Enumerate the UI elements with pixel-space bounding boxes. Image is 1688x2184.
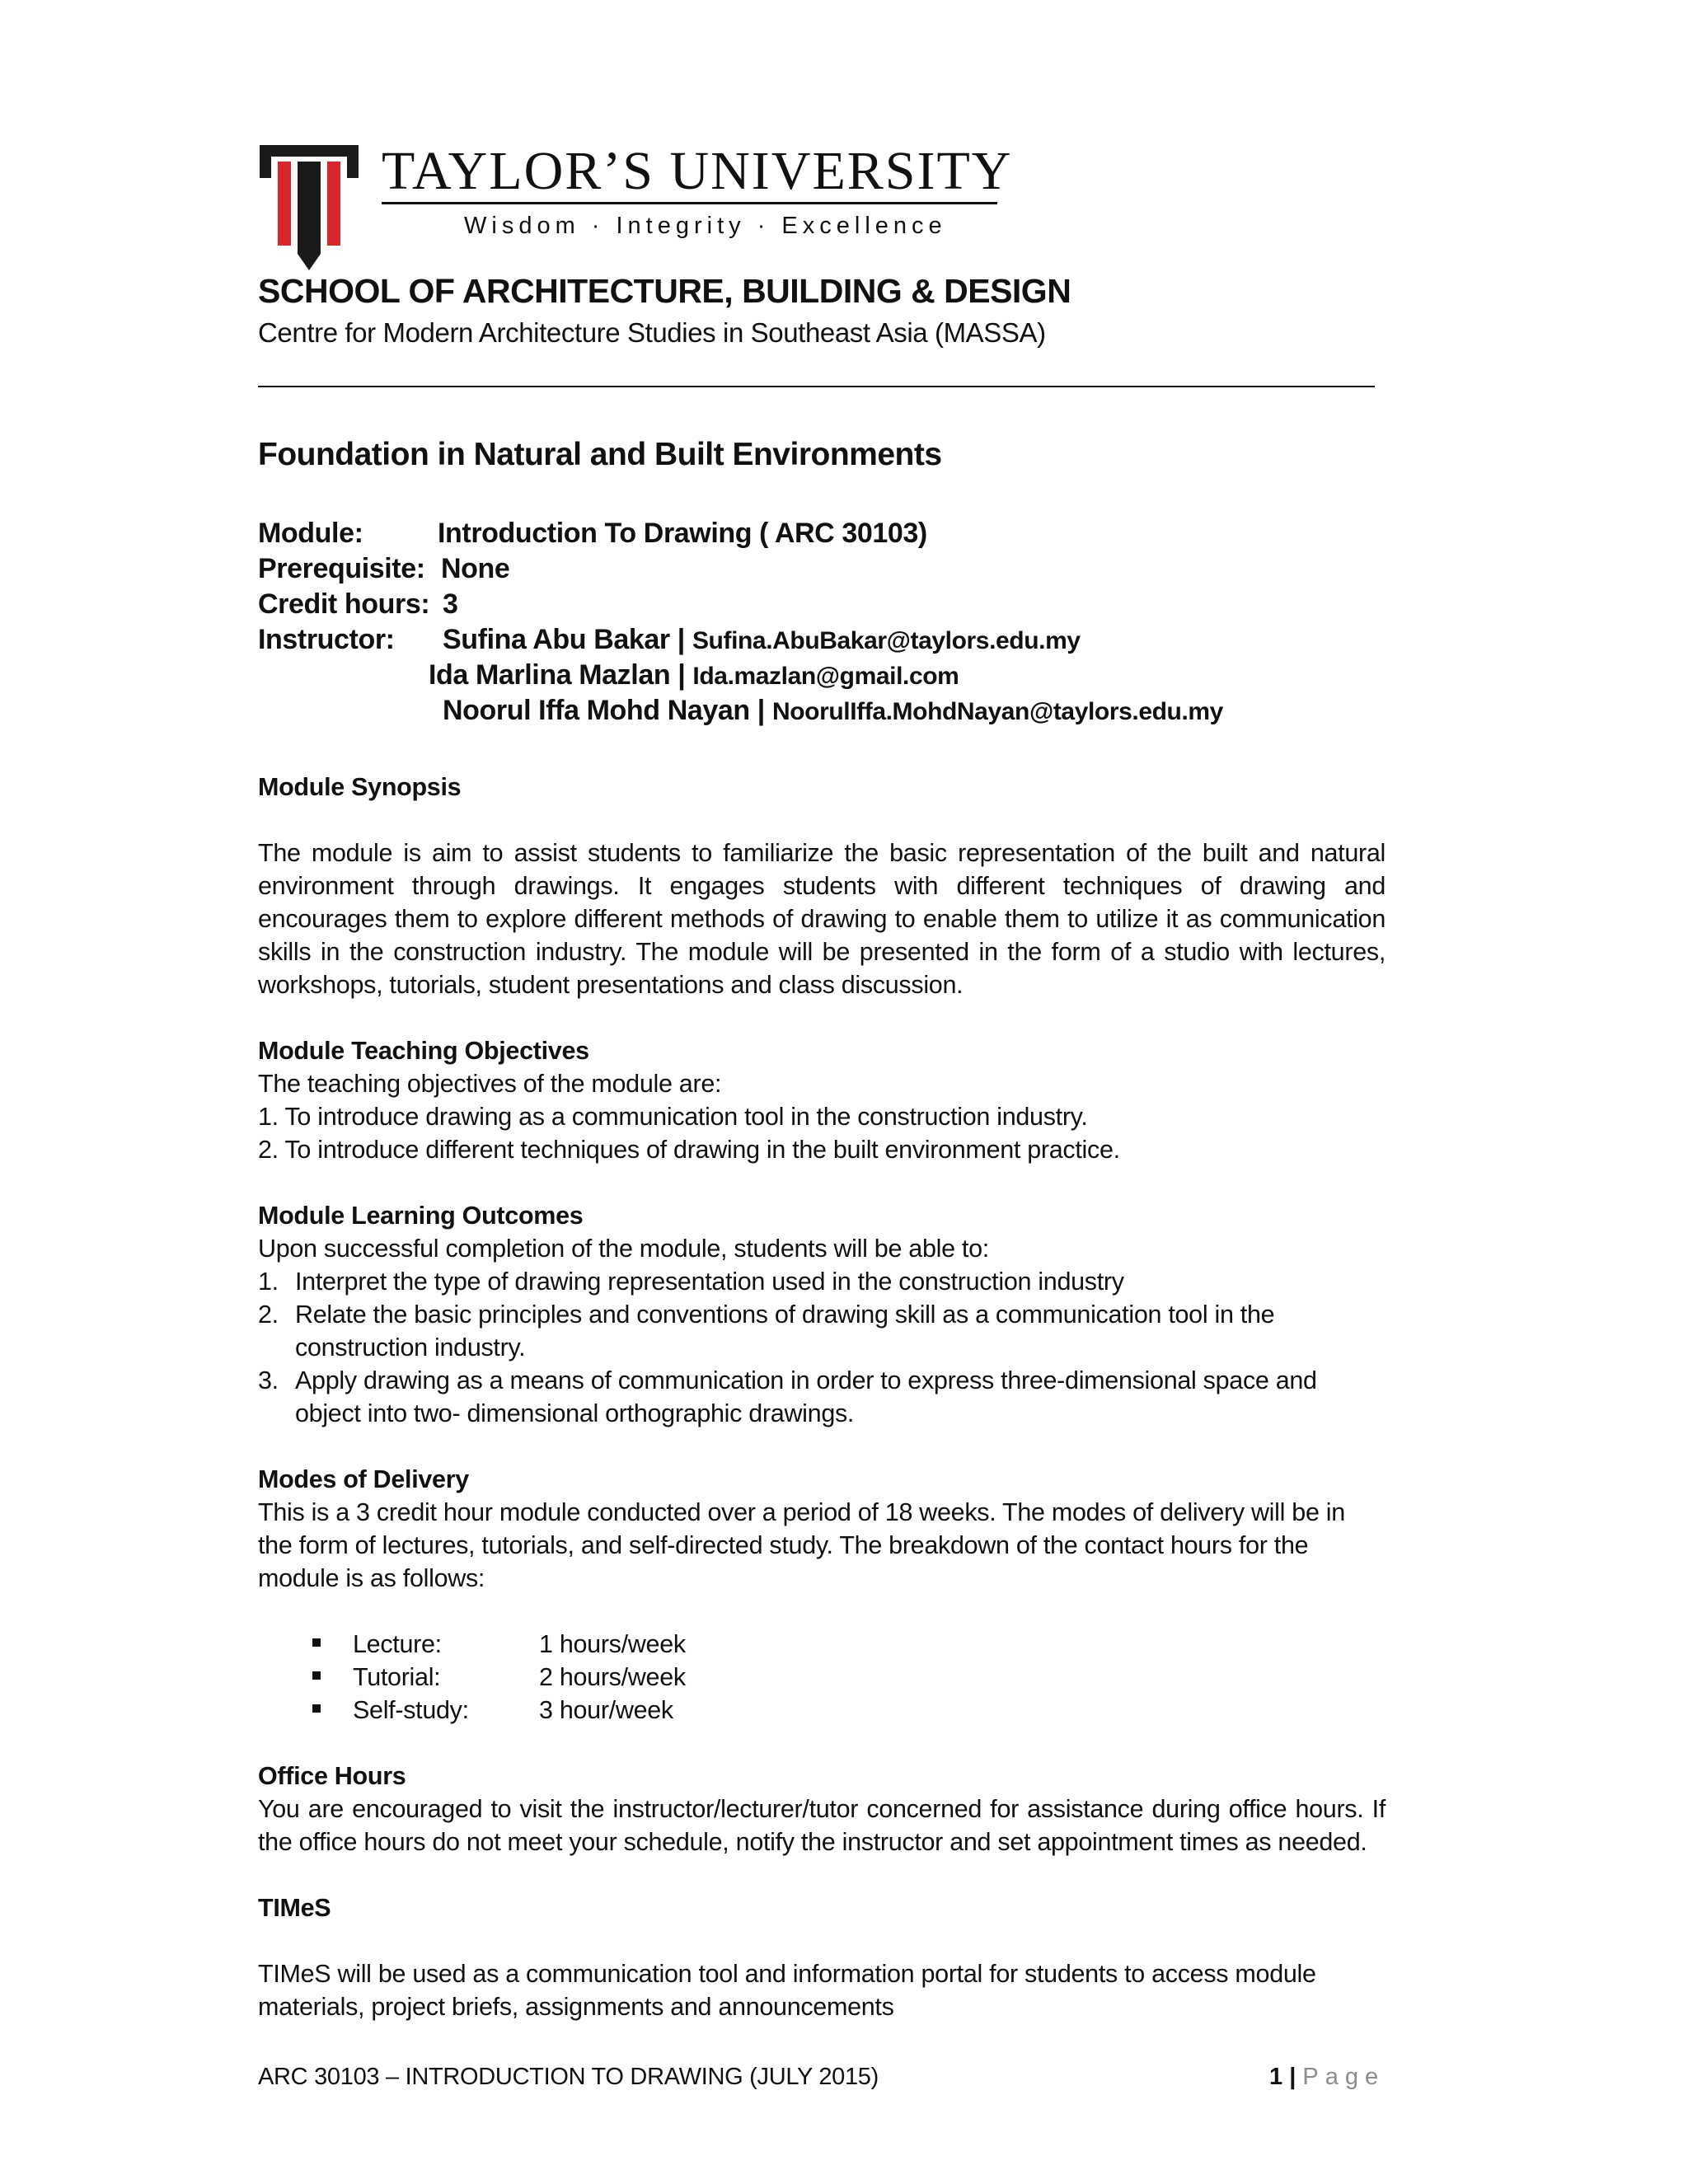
instructor-name: Ida Marlina Mazlan | bbox=[429, 659, 686, 691]
outcomes-heading: Module Learning Outcomes bbox=[258, 1202, 584, 1230]
programme-title: Foundation in Natural and Built Environments bbox=[258, 437, 942, 472]
synopsis-heading: Module Synopsis bbox=[258, 773, 462, 801]
contact-hours-item bbox=[312, 1694, 1386, 1727]
instructor-label: Instructor: bbox=[258, 624, 395, 655]
outcome-text: Interpret the type of drawing representation used in the construction industry bbox=[295, 1268, 1124, 1296]
outcomes-list bbox=[258, 1265, 1386, 1430]
delivery-text: This is a 3 credit hour module conducted over a period of 18 weeks. The modes of delivery will be in the form of lectures, tutorials, and self-directed study. The breakdown of the contact hours for the module is as follows: bbox=[258, 1498, 1345, 1592]
contact-hours-item bbox=[312, 1628, 1386, 1661]
instructor-email[interactable]: Sufina.AbuBakar@taylors.edu.my bbox=[692, 627, 1081, 654]
hours-label: Self-study: bbox=[353, 1696, 469, 1724]
hours-value: 1 hours/week bbox=[539, 1630, 686, 1658]
contact-hours-item bbox=[312, 1661, 1386, 1694]
outcome-item bbox=[258, 1364, 1386, 1430]
delivery-heading: Modes of Delivery bbox=[258, 1465, 469, 1493]
synopsis-text: The module is aim to assist students to familiarize the basic representation of the built and natural environment through drawings. It engages students with different techniques of drawing and encourages them to explore different methods of drawing to enable them to utilize it as communication skills in the construction industry. The module will be presented in the form of a studio with lectures, workshops, tutorials, student presentations and class discussion. bbox=[258, 839, 1386, 999]
outcome-item bbox=[258, 1265, 1386, 1298]
instructor-name: Noorul Iffa Mohd Nayan | bbox=[443, 695, 765, 726]
outcome-item bbox=[258, 1298, 1386, 1364]
hours-label: Lecture: bbox=[353, 1630, 442, 1658]
footer-module-ref: ARC 30103 – INTRODUCTION TO DRAWING (JULY 2015) bbox=[258, 2064, 879, 2090]
brand-divider bbox=[382, 202, 997, 204]
outcome-text: Apply drawing as a means of communication in order to express three-dimensional space and object into two- dimensional orthographic drawings. bbox=[295, 1366, 1317, 1427]
instructor-name: Sufina Abu Bakar | bbox=[443, 624, 685, 655]
document-body bbox=[258, 771, 1386, 2023]
instructor-entry bbox=[443, 695, 1223, 727]
page-word: Page bbox=[1302, 2064, 1386, 2090]
objective-item: 2. To introduce different techniques of drawing in the built environment practice. bbox=[258, 1136, 1120, 1164]
prerequisite-value: None bbox=[441, 553, 510, 584]
module-label: Module: bbox=[258, 518, 363, 549]
bullet-icon bbox=[312, 1671, 321, 1680]
times-text: TIMeS will be used as a communication tool and information portal for students to access module materials, project briefs, assignments and announcements bbox=[258, 1960, 1316, 2021]
footer-page-indicator bbox=[1269, 2064, 1385, 2091]
instructor-entry bbox=[429, 659, 959, 691]
school-title: SCHOOL OF ARCHITECTURE, BUILDING & DESIGN bbox=[258, 272, 1071, 310]
instructor-email[interactable]: NoorulIffa.MohdNayan@taylors.edu.my bbox=[771, 698, 1223, 725]
outcomes-intro: Upon successful completion of the module, students will be able to: bbox=[258, 1235, 989, 1263]
credit-value: 3 bbox=[443, 588, 458, 620]
brand-name: TAYLOR’S UNIVERSITY bbox=[382, 141, 1013, 201]
header-divider bbox=[258, 386, 1375, 387]
times-heading: TIMeS bbox=[258, 1894, 331, 1922]
objectives-intro: The teaching objectives of the module are: bbox=[258, 1070, 722, 1098]
hours-value: 2 hours/week bbox=[539, 1663, 686, 1691]
brand-motto: Wisdom · Integrity · Excellence bbox=[464, 213, 947, 239]
prerequisite-label: Prerequisite: bbox=[258, 553, 425, 584]
credit-label: Credit hours: bbox=[258, 588, 430, 620]
taylors-logo-icon bbox=[260, 140, 367, 272]
contact-hours-list bbox=[258, 1628, 1386, 1727]
centre-subtitle: Centre for Modern Architecture Studies in Southeast Asia (MASSA) bbox=[258, 317, 1046, 348]
outcome-number: 1. bbox=[258, 1268, 279, 1296]
outcome-text: Relate the basic principles and conventions of drawing skill as a communication tool in the construction industry. bbox=[295, 1301, 1275, 1361]
objectives-heading: Module Teaching Objectives bbox=[258, 1037, 589, 1065]
page-separator: | bbox=[1289, 2064, 1296, 2090]
hours-value: 3 hour/week bbox=[539, 1696, 673, 1724]
office-hours-heading: Office Hours bbox=[258, 1762, 406, 1790]
page-number: 1 bbox=[1269, 2064, 1283, 2090]
hours-label: Tutorial: bbox=[353, 1663, 441, 1691]
bullet-icon bbox=[312, 1638, 321, 1647]
outcome-number: 2. bbox=[258, 1301, 279, 1329]
office-hours-text: You are encouraged to visit the instructor/lecturer/tutor concerned for assistance during office hours. If the office hours do not meet your schedule, notify the instructor and set appointment times as needed. bbox=[258, 1795, 1386, 1856]
module-value: Introduction To Drawing ( ARC 30103) bbox=[438, 518, 927, 549]
instructor-email[interactable]: Ida.mazlan@gmail.com bbox=[692, 663, 959, 690]
bullet-icon bbox=[312, 1704, 321, 1713]
objective-item: 1. To introduce drawing as a communication tool in the construction industry. bbox=[258, 1103, 1088, 1131]
instructor-entry bbox=[443, 624, 1081, 656]
outcome-number: 3. bbox=[258, 1366, 279, 1394]
